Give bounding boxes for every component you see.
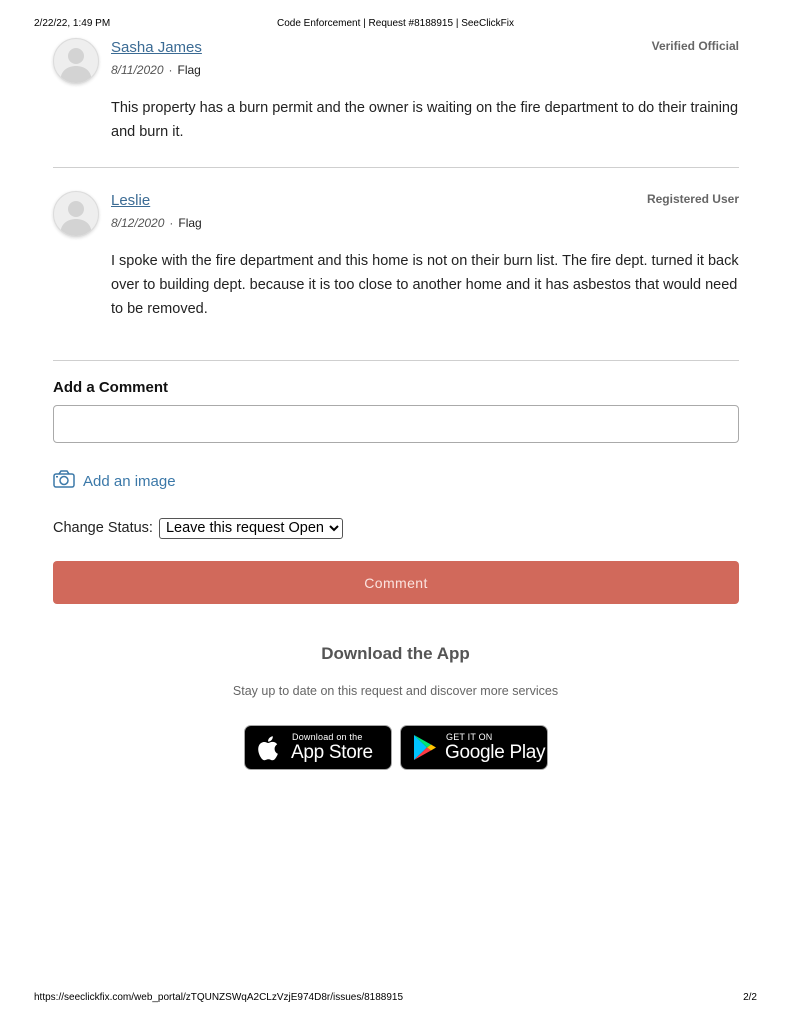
comment-author-link[interactable]: Sasha James bbox=[111, 39, 202, 56]
comment-author-link[interactable]: Leslie bbox=[111, 192, 151, 209]
flag-link[interactable]: Flag bbox=[177, 63, 201, 77]
user-role-badge: Verified Official bbox=[651, 39, 739, 53]
comment-item bbox=[53, 191, 739, 331]
google-play-icon bbox=[413, 734, 437, 766]
print-url: https://seeclickfix.com/web_portal/zTQUNZSWqA2CLzVzjE974D8r/issues/8188915 bbox=[34, 992, 404, 1003]
print-footer bbox=[34, 992, 757, 1006]
status-select[interactable] bbox=[159, 518, 343, 539]
flag-link[interactable]: Flag bbox=[178, 216, 202, 230]
comment-date: 8/11/2020 bbox=[111, 63, 164, 77]
avatar bbox=[53, 38, 99, 84]
google-play-big-text: Google Play bbox=[445, 742, 546, 763]
change-status-label: Change Status: bbox=[53, 520, 153, 536]
user-placeholder-icon bbox=[54, 39, 98, 83]
google-play-small-text: GET IT ON bbox=[446, 732, 493, 742]
apple-icon bbox=[257, 734, 283, 767]
comment-body: This property has a burn permit and the owner is waiting on the fire department to do their training and burn it. bbox=[111, 100, 739, 140]
download-app-heading: Download the App bbox=[321, 644, 470, 663]
print-page-number: 2/2 bbox=[743, 992, 757, 1003]
user-role-badge: Registered User bbox=[646, 192, 739, 206]
comment-item bbox=[53, 38, 739, 148]
comment-divider bbox=[53, 360, 739, 361]
change-status-row bbox=[53, 517, 343, 539]
comment-divider bbox=[53, 167, 739, 168]
avatar bbox=[53, 191, 99, 237]
print-page-title: Code Enforcement | Request #8188915 | SeeClickFix bbox=[277, 18, 514, 29]
print-datetime: 2/22/22, 1:49 PM bbox=[34, 18, 111, 29]
add-image-link[interactable] bbox=[53, 470, 176, 492]
add-comment-heading: Add a Comment bbox=[53, 379, 169, 396]
camera-icon bbox=[53, 470, 75, 492]
download-app-subtitle: Stay up to date on this request and discover more services bbox=[232, 684, 559, 698]
comment-body: I spoke with the fire department and this home is not on their burn list. The fire dept. turned it back over to building dept. because it is too close to another home and it has asbestos that would need to be removed. bbox=[111, 253, 739, 317]
user-placeholder-icon bbox=[54, 192, 98, 236]
comment-submit-button[interactable]: Comment bbox=[53, 561, 739, 604]
print-header bbox=[34, 18, 757, 32]
comment-meta bbox=[111, 216, 202, 230]
comment-date: 8/12/2020 bbox=[111, 216, 165, 230]
meta-separator: · bbox=[168, 63, 173, 77]
app-store-badge[interactable] bbox=[244, 725, 392, 770]
add-image-label: Add an image bbox=[83, 472, 176, 490]
meta-separator: · bbox=[169, 216, 174, 230]
comment-meta bbox=[111, 63, 201, 77]
app-store-big-text: App Store bbox=[291, 742, 373, 763]
comment-text-input[interactable] bbox=[53, 405, 739, 443]
google-play-badge[interactable] bbox=[400, 725, 548, 770]
app-store-small-text: Download on the bbox=[292, 732, 363, 742]
